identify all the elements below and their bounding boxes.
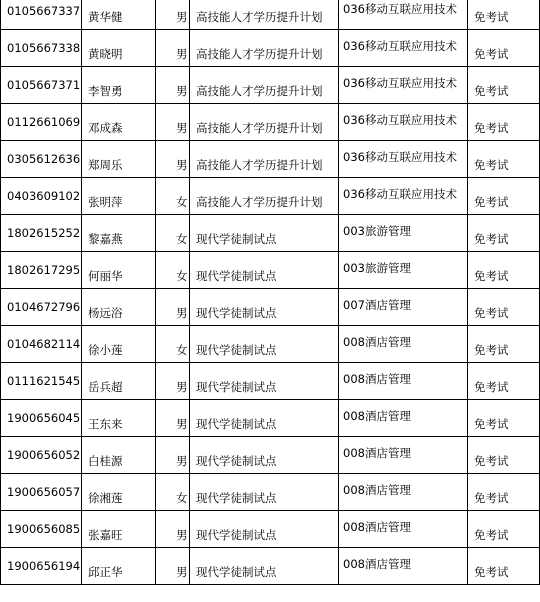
cell-plan: 高技能人才学历提升计划 xyxy=(190,104,339,141)
cell-name: 白桂源 xyxy=(82,437,156,474)
cell-plan: 现代学徒制试点 xyxy=(190,252,339,289)
cell-candidate-id: 0105667338 xyxy=(1,30,82,67)
cell-sex: 女 xyxy=(156,215,190,252)
cell-candidate-id: 0105667337 xyxy=(1,0,82,30)
cell-sex: 女 xyxy=(156,252,190,289)
table-row xyxy=(1,215,540,252)
cell-sex: 男 xyxy=(156,400,190,437)
cell-candidate-id: 0403609102 xyxy=(1,178,82,215)
cell-exam-status: 免考试 xyxy=(468,178,540,215)
table-row xyxy=(1,252,540,289)
cell-major: 008酒店管理 xyxy=(339,363,468,400)
table-row xyxy=(1,141,540,178)
cell-sex: 男 xyxy=(156,437,190,474)
cell-candidate-id: 1802615252 xyxy=(1,215,82,252)
cell-candidate-id: 1900656194 xyxy=(1,548,82,585)
table-row xyxy=(1,178,540,215)
cell-plan: 高技能人才学历提升计划 xyxy=(190,178,339,215)
cell-exam-status: 免考试 xyxy=(468,474,540,511)
cell-sex: 男 xyxy=(156,104,190,141)
cell-plan: 高技能人才学历提升计划 xyxy=(190,0,339,30)
cell-candidate-id: 1802617295 xyxy=(1,252,82,289)
cell-name: 黎嘉燕 xyxy=(82,215,156,252)
cell-major: 003旅游管理 xyxy=(339,215,468,252)
cell-plan: 高技能人才学历提升计划 xyxy=(190,30,339,67)
cell-exam-status: 免考试 xyxy=(468,548,540,585)
cell-plan: 现代学徒制试点 xyxy=(190,215,339,252)
cell-candidate-id: 0104672796 xyxy=(1,289,82,326)
cell-plan: 现代学徒制试点 xyxy=(190,437,339,474)
cell-name: 张明萍 xyxy=(82,178,156,215)
cell-candidate-id: 0105667371 xyxy=(1,67,82,104)
cell-major: 036移动互联应用技术 xyxy=(339,0,468,30)
cell-plan: 现代学徒制试点 xyxy=(190,400,339,437)
cell-major: 008酒店管理 xyxy=(339,400,468,437)
cell-plan: 高技能人才学历提升计划 xyxy=(190,67,339,104)
cell-name: 郑周乐 xyxy=(82,141,156,178)
cell-exam-status: 免考试 xyxy=(468,67,540,104)
cell-exam-status: 免考试 xyxy=(468,437,540,474)
cell-sex: 男 xyxy=(156,289,190,326)
cell-major: 008酒店管理 xyxy=(339,437,468,474)
cell-name: 邱正华 xyxy=(82,548,156,585)
cell-plan: 现代学徒制试点 xyxy=(190,548,339,585)
table-row xyxy=(1,363,540,400)
cell-sex: 男 xyxy=(156,30,190,67)
cell-candidate-id: 1900656052 xyxy=(1,437,82,474)
cell-sex: 男 xyxy=(156,67,190,104)
table-row xyxy=(1,67,540,104)
table-row xyxy=(1,437,540,474)
cell-sex: 男 xyxy=(156,0,190,30)
cell-major: 008酒店管理 xyxy=(339,511,468,548)
cell-exam-status: 免考试 xyxy=(468,326,540,363)
table-row xyxy=(1,474,540,511)
cell-name: 李智勇 xyxy=(82,67,156,104)
table-row xyxy=(1,104,540,141)
cell-name: 岳兵超 xyxy=(82,363,156,400)
table-row xyxy=(1,548,540,585)
cell-candidate-id: 1900656057 xyxy=(1,474,82,511)
cell-major: 008酒店管理 xyxy=(339,474,468,511)
cell-candidate-id: 0104682114 xyxy=(1,326,82,363)
cell-name: 徐小莲 xyxy=(82,326,156,363)
table-row xyxy=(1,400,540,437)
cell-major: 036移动互联应用技术 xyxy=(339,30,468,67)
cell-plan: 现代学徒制试点 xyxy=(190,326,339,363)
cell-major: 007酒店管理 xyxy=(339,289,468,326)
cell-name: 杨远浴 xyxy=(82,289,156,326)
table-row xyxy=(1,30,540,67)
cell-exam-status: 免考试 xyxy=(468,215,540,252)
table-row xyxy=(1,511,540,548)
cell-candidate-id: 0112661069 xyxy=(1,104,82,141)
cell-candidate-id: 1900656085 xyxy=(1,511,82,548)
cell-major: 008酒店管理 xyxy=(339,548,468,585)
cell-name: 张嘉旺 xyxy=(82,511,156,548)
cell-exam-status: 免考试 xyxy=(468,363,540,400)
cell-plan: 现代学徒制试点 xyxy=(190,474,339,511)
cell-candidate-id: 0111621545 xyxy=(1,363,82,400)
cell-exam-status: 免考试 xyxy=(468,104,540,141)
cell-name: 王东来 xyxy=(82,400,156,437)
cell-plan: 现代学徒制试点 xyxy=(190,511,339,548)
cell-sex: 女 xyxy=(156,326,190,363)
cell-candidate-id: 1900656045 xyxy=(1,400,82,437)
cell-sex: 男 xyxy=(156,363,190,400)
cell-name: 黄华健 xyxy=(82,0,156,30)
cell-major: 003旅游管理 xyxy=(339,252,468,289)
cell-plan: 高技能人才学历提升计划 xyxy=(190,141,339,178)
cell-major: 036移动互联应用技术 xyxy=(339,141,468,178)
cell-exam-status: 免考试 xyxy=(468,252,540,289)
table-body xyxy=(1,0,540,585)
cell-name: 何丽华 xyxy=(82,252,156,289)
cell-sex: 女 xyxy=(156,474,190,511)
cell-major: 036移动互联应用技术 xyxy=(339,104,468,141)
table-row xyxy=(1,289,540,326)
cell-sex: 男 xyxy=(156,141,190,178)
cell-exam-status: 免考试 xyxy=(468,289,540,326)
cell-candidate-id: 0305612636 xyxy=(1,141,82,178)
cell-exam-status: 免考试 xyxy=(468,141,540,178)
cell-exam-status: 免考试 xyxy=(468,0,540,30)
cell-name: 邓成森 xyxy=(82,104,156,141)
cell-major: 008酒店管理 xyxy=(339,326,468,363)
cell-name: 黄晓明 xyxy=(82,30,156,67)
cell-sex: 女 xyxy=(156,178,190,215)
cell-sex: 男 xyxy=(156,511,190,548)
cell-sex: 男 xyxy=(156,548,190,585)
cell-plan: 现代学徒制试点 xyxy=(190,289,339,326)
cell-major: 036移动互联应用技术 xyxy=(339,67,468,104)
cell-exam-status: 免考试 xyxy=(468,400,540,437)
cell-exam-status: 免考试 xyxy=(468,511,540,548)
cell-major: 036移动互联应用技术 xyxy=(339,178,468,215)
cell-name: 徐湘莲 xyxy=(82,474,156,511)
cell-plan: 现代学徒制试点 xyxy=(190,363,339,400)
cell-exam-status: 免考试 xyxy=(468,30,540,67)
table-row xyxy=(1,326,540,363)
table-row xyxy=(1,0,540,30)
